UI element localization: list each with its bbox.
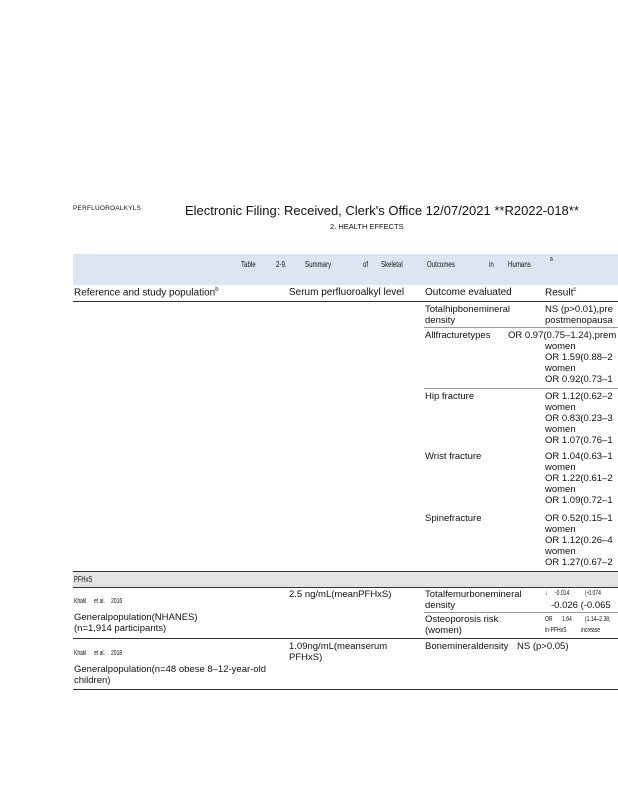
outcome-total-femur-bmd: Totalfemurbonemineral density (425, 589, 522, 611)
caption-in: in (489, 259, 494, 269)
outcome-total-hip-bmd: Totalhipbonemineral density (425, 304, 511, 326)
caption-superscript: a (550, 256, 553, 263)
result-spine-fracture: OR 0.52(0.15–1 women OR 1.12(0.26–4 women OR 1.27(0.67–2 (545, 513, 613, 568)
col-header-outcome: Outcome evaluated (425, 287, 512, 298)
result-total-hip-bmd: NS (p>0.01),pre postmenopausa (545, 304, 613, 326)
col-header-reference: Reference and study population$^b$ (74, 287, 219, 299)
row-rule (73, 638, 618, 639)
caption-number: 2-9. (276, 259, 287, 269)
serum-khalil-2018: 1.09ng/mL(meanserum PFHxS) (289, 641, 388, 663)
result-osteoporosis-risk: OR 1.64 (1.14–2.38; ln-PFHxS increase (545, 616, 611, 634)
result-wrist-fracture: OR 1.04(0.63–1 women OR 1.22(0.61–2 women OR 1.09(0.72–1 (545, 451, 613, 506)
caption-of: of (363, 259, 369, 269)
result-bmd-2018: NS (p>0.05) (517, 641, 569, 652)
col-header-serum: Serum perfluoroalkyl level (289, 287, 405, 298)
section-header: 2. HEALTH EFFECTS (330, 222, 404, 231)
result-all-fracture-types: women OR 1.59(0.88–2 women OR 0.92(0.73–1 (545, 341, 613, 385)
outcome-wrist-fracture: Wrist fracture (425, 451, 482, 462)
outcome-hip-fracture: Hip fracture (425, 391, 475, 402)
population-khalil-2018: Generalpopulation(n=48 obese 8–12-year-old children) (74, 664, 266, 686)
population-khalil-2016: Generalpopulation(NHANES) (n=1,914 participants) (74, 612, 198, 634)
caption-table-word: Table (241, 259, 256, 269)
reference-khalil-2016: Khalil et al. 2016 (74, 598, 123, 605)
filing-stamp: Electronic Filing: Received, Clerk's Office 12/07/2021 **R2022-018** (185, 203, 579, 218)
result-all-fracture-types-premeno: OR 0.97(0.75–1.24),prem (508, 330, 617, 341)
col-header-result: Result$^c$ (545, 287, 577, 299)
row-divider (424, 327, 618, 328)
row-divider (424, 612, 618, 613)
outcome-all-fracture-types: Allfracturetypes (425, 330, 491, 341)
caption-summary: Summary (305, 259, 332, 269)
running-head-label: PERFLUOROALKYLS (73, 205, 142, 212)
result-total-femur-bmd: ↓ -0.014 (-0.074 -0.026 (-0.065 (545, 590, 611, 611)
result-hip-fracture: OR 1.12(0.62–2 women OR 0.83(0.23–3 women OR 1.07(0.76–1 (545, 391, 613, 446)
serum-khalil-2016: 2.5 ng/mL(meanPFHxS) (289, 589, 392, 600)
outcome-spine-fracture: Spinefracture (425, 513, 482, 524)
caption-outcomes: Outcomes (427, 259, 455, 269)
caption-skeletal: Skeletal (381, 259, 403, 269)
header-rule (73, 301, 618, 302)
table-bottom-rule (73, 689, 618, 690)
caption-humans: Humans (508, 259, 531, 269)
row-divider (424, 388, 618, 389)
outcome-bmd-2018: Bonemineraldensity (425, 641, 509, 652)
section-row-pfhxs: PFHxS (73, 571, 618, 588)
table-caption (73, 254, 618, 285)
reference-khalil-2018: Khalil et al. 2018 (74, 650, 123, 657)
outcome-osteoporosis-risk: Osteoporosis risk (women) (425, 614, 499, 636)
